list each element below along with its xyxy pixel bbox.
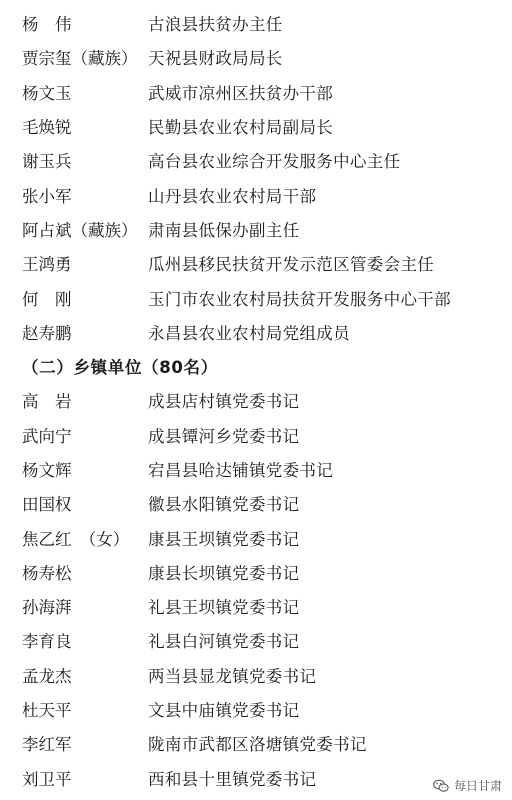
person-title: 礼县白河镇党委书记: [148, 632, 300, 652]
list-item: [22, 726, 502, 760]
list-item: [22, 486, 502, 520]
list-item: [22, 658, 502, 692]
list-item: [22, 280, 502, 314]
list-item: [22, 109, 502, 143]
person-title: 徽县水阳镇党委书记: [148, 495, 300, 515]
person-title: 两当县显龙镇党委书记: [148, 666, 317, 686]
person-title: 山丹县农业农村局干部: [148, 186, 317, 206]
section-heading: （二）乡镇单位（80名）: [22, 358, 218, 378]
person-name: 赵寿鹏: [22, 323, 72, 343]
list-item: [22, 623, 502, 657]
person-name: 焦乙红 （女）: [22, 529, 130, 549]
list-item: [22, 555, 502, 589]
person-name: 张小军: [22, 186, 72, 206]
person-title: 高台县农业综合开发服务中心主任: [148, 152, 401, 172]
person-name: 贾宗玺（藏族）: [22, 49, 138, 69]
person-title: 陇南市武都区洛塘镇党委书记: [148, 735, 367, 755]
list-item: [22, 143, 502, 177]
person-name: 田国权: [22, 495, 72, 515]
person-title: 西和县十里镇党委书记: [148, 769, 317, 789]
roster-list: [22, 6, 502, 795]
list-item: [22, 692, 502, 726]
person-name: 杨文辉: [22, 461, 72, 480]
person-title: 永昌县农业农村局党组成员: [148, 323, 350, 343]
list-item: [22, 212, 502, 246]
list-item: [22, 418, 502, 452]
list-item: [22, 520, 502, 554]
list-item: [22, 75, 502, 109]
person-name: 孙海湃: [22, 598, 72, 618]
list-item: [22, 315, 502, 349]
person-name: 刘卫平: [22, 769, 72, 789]
list-item: [22, 383, 502, 417]
wechat-icon: [433, 779, 449, 793]
person-title: 成县镡河乡党委书记: [148, 426, 300, 446]
watermark-text: 每日甘肃: [453, 779, 502, 793]
person-title: 玉门市农业农村局扶贫开发服务中心干部: [148, 289, 451, 309]
person-title: 礼县王坝镇党委书记: [148, 598, 300, 618]
person-title: 古浪县扶贫办主任: [148, 15, 283, 35]
person-name: 杨 伟: [22, 15, 72, 35]
list-item: [22, 177, 502, 211]
list-item: [22, 761, 502, 795]
person-name: 杜天平: [22, 701, 72, 721]
list-item: [22, 452, 502, 486]
person-title: 武威市凉州区扶贫办干部: [148, 83, 334, 103]
person-name: 李红军: [22, 735, 72, 755]
person-title: 康县长坝镇党委书记: [148, 563, 300, 583]
person-name: 阿占斌（藏族）: [22, 220, 138, 240]
person-name: 高 岩: [22, 392, 72, 412]
list-item: [22, 246, 502, 280]
person-name: 杨文玉: [22, 83, 72, 103]
person-title: 成县店村镇党委书记: [148, 392, 300, 412]
person-title: 瓜州县移民扶贫开发示范区管委会主任: [148, 255, 435, 275]
person-title: 文县中庙镇党委书记: [148, 701, 300, 721]
watermark: [433, 777, 502, 794]
list-item: [22, 40, 502, 74]
person-name: 武向宁: [22, 426, 72, 446]
person-name: 李育良: [22, 632, 72, 652]
list-item: [22, 6, 502, 40]
list-item: [22, 589, 502, 623]
person-name: 毛焕锐: [22, 118, 72, 138]
person-name: 孟龙杰: [22, 666, 72, 686]
person-name: 王鸿勇: [22, 255, 72, 275]
person-title: 康县王坝镇党委书记: [148, 529, 300, 549]
person-name: 谢玉兵: [22, 152, 72, 172]
person-name: 杨寿松: [22, 563, 72, 583]
person-name: 何 刚: [22, 289, 72, 309]
person-title: 宕昌县哈达铺镇党委书记: [148, 461, 334, 480]
person-title: 天祝县财政局局长: [148, 49, 283, 69]
person-title: 民勤县农业农村局副局长: [148, 118, 334, 138]
person-title: 肃南县低保办副主任: [148, 220, 300, 240]
